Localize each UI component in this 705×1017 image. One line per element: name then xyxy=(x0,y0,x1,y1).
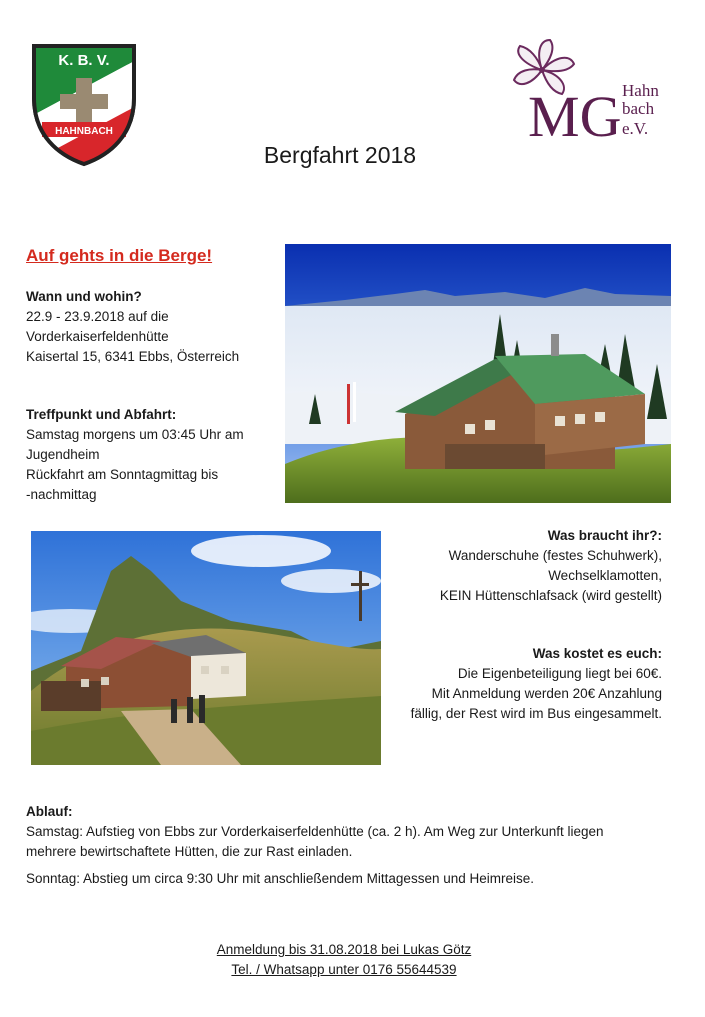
when-section xyxy=(26,287,276,367)
mg-logo xyxy=(500,38,680,146)
schedule-sunday: Sonntag: Abstieg um circa 9:30 Uhr mit anschließendem Mittagessen und Heimreise. xyxy=(26,871,534,886)
schedule-label: Ablauf: xyxy=(26,804,73,819)
when-line: 22.9 - 23.9.2018 auf die xyxy=(26,309,169,324)
when-label: Wann und wohin? xyxy=(26,289,142,304)
schedule-section xyxy=(26,802,686,889)
cost-label: Was kostet es euch: xyxy=(532,646,662,661)
needs-line: Wechselklamotten, xyxy=(548,568,662,583)
mg-letters: MG xyxy=(528,84,622,146)
meeting-section xyxy=(26,405,276,505)
meeting-line: -nachmittag xyxy=(26,487,97,502)
registration-line: Anmeldung bis 31.08.2018 bei Lukas Götz xyxy=(216,942,472,957)
page-title: Bergfahrt 2018 xyxy=(263,142,417,168)
cost-line: fällig, der Rest wird im Bus eingesammelt. xyxy=(410,706,662,721)
schedule-saturday: mehrere bewirtschaftete Hütten, die zur Rast einladen. xyxy=(26,844,353,859)
cost-line: Die Eigenbeteiligung liegt bei 60€. xyxy=(457,666,662,681)
kbv-letters: K. B. V. xyxy=(58,52,110,69)
needs-label: Was braucht ihr?: xyxy=(547,528,662,543)
when-line: Vorderkaiserfeldenhütte xyxy=(26,329,169,344)
mg-line2: bach xyxy=(622,99,655,118)
meeting-line: Rückfahrt am Sonntagmittag bis xyxy=(26,467,219,482)
needs-section xyxy=(390,526,662,606)
cost-line: Mit Anmeldung werden 20€ Anzahlung xyxy=(431,686,662,701)
needs-line: Wanderschuhe (festes Schuhwerk), xyxy=(448,548,662,563)
meeting-line: Jugendheim xyxy=(26,447,100,462)
meeting-label: Treffpunkt und Abfahrt: xyxy=(26,407,177,422)
hut-clouds-photo xyxy=(285,244,671,503)
kbv-banner: HAHNBACH xyxy=(55,126,113,137)
mg-line3: e.V. xyxy=(622,119,649,138)
hut-hikers-photo xyxy=(31,531,381,765)
contact-line: Tel. / Whatsapp unter 0176 55644539 xyxy=(231,962,457,977)
meeting-line: Samstag morgens um 03:45 Uhr am xyxy=(26,427,244,442)
section-heading: Auf gehts in die Berge! xyxy=(26,246,213,265)
when-line: Kaisertal 15, 6341 Ebbs, Österreich xyxy=(26,349,240,364)
needs-line: KEIN Hüttenschlafsack (wird gestellt) xyxy=(439,588,662,603)
mg-line1: Hahn xyxy=(622,81,659,100)
cost-section xyxy=(380,644,662,724)
schedule-saturday: Samstag: Aufstieg von Ebbs zur Vorderkaiserfeldenhütte (ca. 2 h). Am Weg zur Unterkunft liegen xyxy=(26,824,604,839)
